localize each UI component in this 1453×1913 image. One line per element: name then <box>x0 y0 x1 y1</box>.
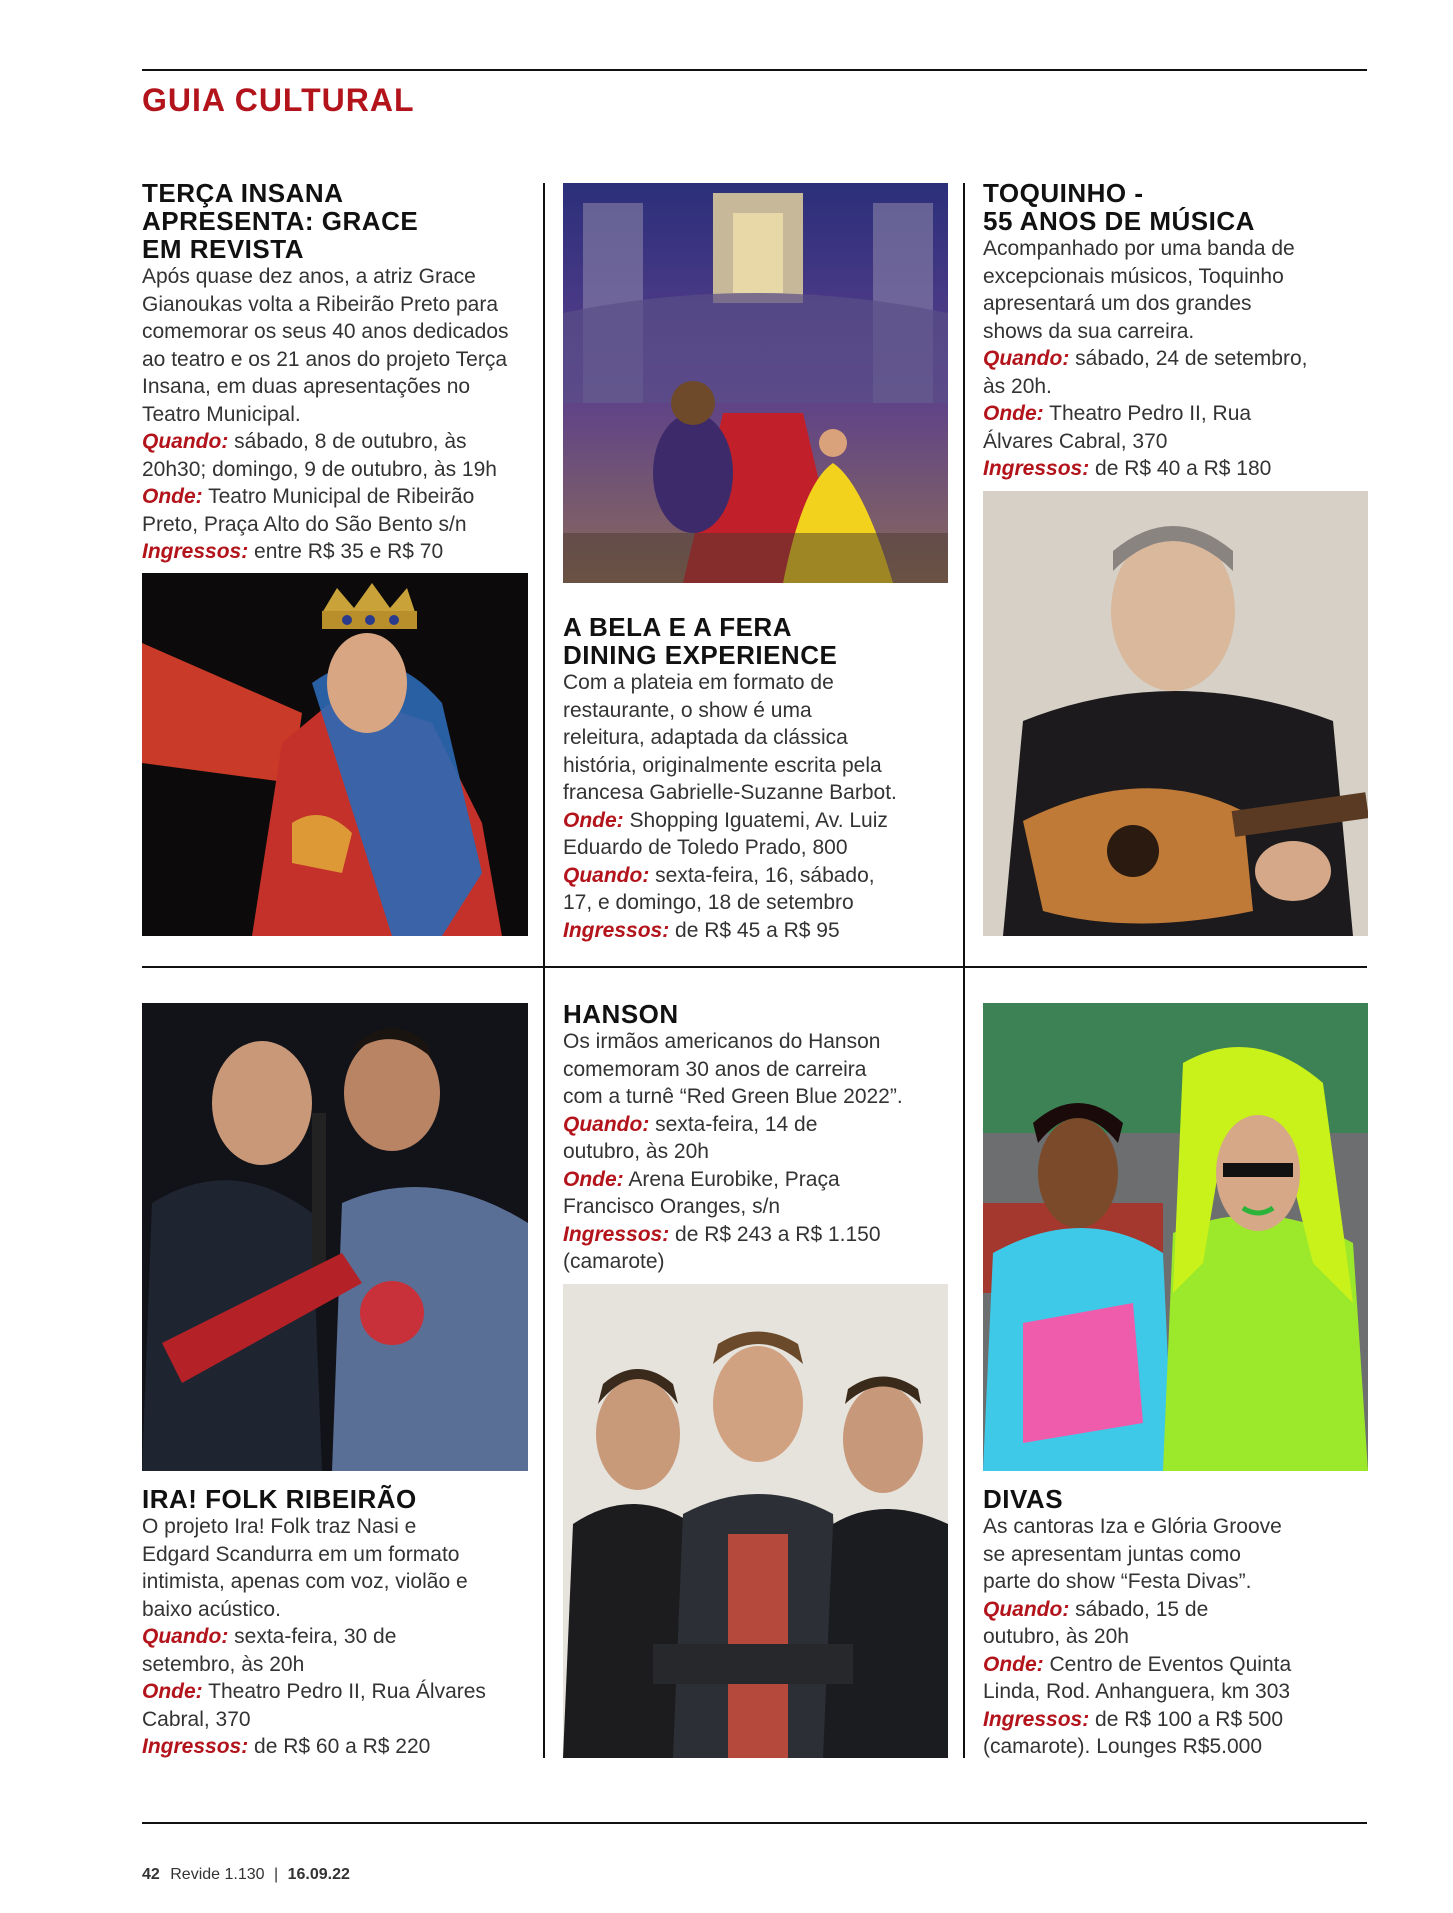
event-a-bela-e-a-fera <box>563 613 953 944</box>
when-value: 17, e domingo, 18 de setembro <box>563 891 854 914</box>
desc-line: apresentará um dos grandes <box>983 292 1252 315</box>
page-number: 42 <box>142 1866 160 1883</box>
where-label: Onde: <box>142 1680 203 1703</box>
when-value: às 20h. <box>983 374 1052 398</box>
desc-line: baixo acústico. <box>142 1597 281 1621</box>
middle-rule <box>142 966 1367 968</box>
where-line <box>142 483 532 511</box>
where-label: Onde: <box>563 1167 624 1191</box>
tickets-line <box>563 1221 953 1249</box>
where-value: Eduardo de Toledo Prado, 800 <box>563 836 848 859</box>
magazine-issue: Revide 1.130 <box>170 1866 265 1883</box>
desc-line: se apresentam juntas como <box>983 1542 1241 1566</box>
event-description <box>142 1513 532 1761</box>
when-value: sábado, 15 de <box>1069 1597 1209 1621</box>
where-value: Francisco Oranges, s/n <box>563 1195 781 1218</box>
column-divider-right <box>963 183 965 1758</box>
when-label: Quando: <box>983 1597 1070 1621</box>
where-label: Onde: <box>142 485 203 508</box>
where-line <box>983 1651 1373 1679</box>
event-description <box>142 263 532 566</box>
desc-line: Com a plateia em formato de <box>563 671 834 694</box>
where-value: Theatro Pedro II, Rua Álvares <box>202 1680 486 1703</box>
photo-ira <box>142 1003 528 1471</box>
where-value: Preto, Praça Alto do São Bento s/n <box>142 512 467 536</box>
when-label: Quando: <box>563 1112 650 1136</box>
event-description <box>983 235 1373 483</box>
photo-grace-gianoukas <box>142 573 528 936</box>
event-description <box>983 1513 1373 1761</box>
desc-line: releitura, adaptada da clássica <box>563 726 848 749</box>
tickets-value: (camarote). Lounges R$5.000 <box>983 1735 1262 1758</box>
event-title <box>983 1485 1373 1513</box>
bottom-rule <box>142 1822 1367 1824</box>
desc-line: história, originalmente escrita pela <box>563 753 882 777</box>
where-line <box>563 1166 953 1194</box>
tickets-label: Ingressos: <box>563 918 670 942</box>
tickets-value: entre R$ 35 e R$ 70 <box>248 540 444 563</box>
where-value: Cabral, 370 <box>142 1707 251 1731</box>
photo-hanson <box>563 1284 948 1758</box>
desc-line: shows da sua carreira. <box>983 319 1195 343</box>
title-line: DINING EXPERIENCE <box>563 640 838 670</box>
when-value: outubro, às 20h <box>983 1625 1129 1648</box>
when-value: 20h30; domingo, 9 de outubro, às 19h <box>142 457 497 481</box>
event-toquinho <box>983 179 1373 483</box>
desc-line: francesa Gabrielle-Suzanne Barbot. <box>563 781 897 804</box>
tickets-label: Ingressos: <box>142 1735 249 1758</box>
top-rule <box>142 69 1367 71</box>
desc-line: comemoram 30 anos de carreira <box>563 1057 867 1081</box>
where-value: Shopping Iguatemi, Av. Luiz <box>623 808 888 832</box>
tickets-value: de R$ 60 a R$ 220 <box>248 1735 431 1758</box>
where-label: Onde: <box>983 1652 1044 1676</box>
desc-line: intimista, apenas com voz, violão e <box>142 1570 468 1593</box>
tickets-line <box>983 455 1373 483</box>
when-value: outubro, às 20h <box>563 1140 709 1163</box>
when-line <box>142 428 532 456</box>
tickets-value: de R$ 40 a R$ 180 <box>1089 457 1272 480</box>
event-description <box>563 1028 953 1276</box>
photo-divas <box>983 1003 1368 1471</box>
issue-date: 16.09.22 <box>287 1866 350 1883</box>
tickets-line <box>142 1733 532 1761</box>
when-line <box>563 862 953 890</box>
when-label: Quando: <box>142 1625 229 1648</box>
when-value: sábado, 24 de setembro, <box>1069 347 1308 370</box>
where-value: Teatro Municipal de Ribeirão <box>202 485 475 508</box>
tickets-value: de R$ 243 a R$ 1.150 <box>669 1222 881 1246</box>
title-line: HANSON <box>563 999 679 1029</box>
tickets-value: de R$ 45 a R$ 95 <box>669 918 840 942</box>
where-value: Linda, Rod. Anhanguera, km 303 <box>983 1680 1291 1703</box>
title-line: EM REVISTA <box>142 234 304 264</box>
where-value: Centro de Eventos Quinta <box>1043 1652 1292 1676</box>
title-line: TERÇA INSANA <box>142 178 344 208</box>
event-title <box>142 1485 532 1513</box>
title-line: A BELA E A FERA <box>563 612 792 642</box>
when-label: Quando: <box>563 863 650 887</box>
tickets-label: Ingressos: <box>983 1707 1090 1731</box>
column-divider-left <box>543 183 545 1758</box>
tickets-line <box>142 538 532 566</box>
desc-line: com a turnê “Red Green Blue 2022”. <box>563 1085 903 1108</box>
when-line <box>563 1111 953 1139</box>
desc-line: Insana, em duas apresentações no <box>142 375 471 398</box>
when-line <box>983 345 1373 373</box>
desc-line: Teatro Municipal. <box>142 402 301 426</box>
photo-toquinho <box>983 491 1368 936</box>
where-line <box>983 400 1373 428</box>
title-line: TOQUINHO - <box>983 178 1144 208</box>
where-line <box>563 807 953 835</box>
event-description <box>563 669 953 944</box>
tickets-value: (camarote) <box>563 1250 665 1273</box>
desc-line: O projeto Ira! Folk traz Nasi e <box>142 1515 417 1538</box>
event-title <box>142 179 532 263</box>
desc-line: ao teatro e os 21 anos do projeto Terça <box>142 347 508 371</box>
footer-separator: | <box>274 1866 279 1883</box>
desc-line: excepcionais músicos, Toquinho <box>983 264 1284 288</box>
where-line <box>142 1678 532 1706</box>
tickets-label: Ingressos: <box>142 540 249 563</box>
desc-line: restaurante, o show é uma <box>563 698 812 722</box>
event-hanson <box>563 1000 953 1276</box>
title-line: DIVAS <box>983 1484 1064 1514</box>
event-terca-insana <box>142 179 532 566</box>
where-value: Álvares Cabral, 370 <box>983 429 1168 453</box>
when-label: Quando: <box>142 430 229 453</box>
tickets-value: de R$ 100 a R$ 500 <box>1089 1707 1284 1731</box>
page-footer <box>142 1866 350 1884</box>
event-title <box>563 1000 953 1028</box>
title-line: APRESENTA: GRACE <box>142 206 419 236</box>
tickets-label: Ingressos: <box>983 457 1090 480</box>
section-title: GUIA CULTURAL <box>142 82 415 118</box>
title-line: IRA! FOLK RIBEIRÃO <box>142 1484 417 1514</box>
where-label: Onde: <box>563 808 624 832</box>
tickets-line <box>563 917 953 945</box>
tickets-label: Ingressos: <box>563 1222 670 1246</box>
where-value: Arena Eurobike, Praça <box>623 1167 840 1191</box>
desc-line: comemorar os seus 40 anos dedicados <box>142 320 509 343</box>
tickets-line <box>983 1706 1373 1734</box>
event-ira-folk <box>142 1485 532 1761</box>
when-value: sexta-feira, 14 de <box>649 1112 818 1136</box>
desc-line: Edgard Scandurra em um formato <box>142 1542 460 1566</box>
event-title <box>983 179 1373 235</box>
desc-line: As cantoras Iza e Glória Groove <box>983 1515 1282 1538</box>
event-title <box>563 613 953 669</box>
when-value: setembro, às 20h <box>142 1652 305 1676</box>
photo-bela-e-a-fera <box>563 183 948 583</box>
when-line <box>142 1623 532 1651</box>
when-value: sábado, 8 de outubro, às <box>228 430 467 453</box>
where-label: Onde: <box>983 402 1044 425</box>
desc-line: Gianoukas volta a Ribeirão Preto para <box>142 292 499 316</box>
title-line: 55 ANOS DE MÚSICA <box>983 206 1255 236</box>
when-line <box>983 1596 1373 1624</box>
desc-line: Após quase dez anos, a atriz Grace <box>142 265 476 288</box>
desc-line: parte do show “Festa Divas”. <box>983 1570 1252 1593</box>
where-value: Theatro Pedro II, Rua <box>1043 402 1252 425</box>
event-divas <box>983 1485 1373 1761</box>
desc-line: Os irmãos americanos do Hanson <box>563 1030 881 1053</box>
when-value: sexta-feira, 30 de <box>228 1625 397 1648</box>
when-label: Quando: <box>983 347 1070 370</box>
desc-line: Acompanhado por uma banda de <box>983 237 1295 260</box>
when-value: sexta-feira, 16, sábado, <box>649 863 875 887</box>
